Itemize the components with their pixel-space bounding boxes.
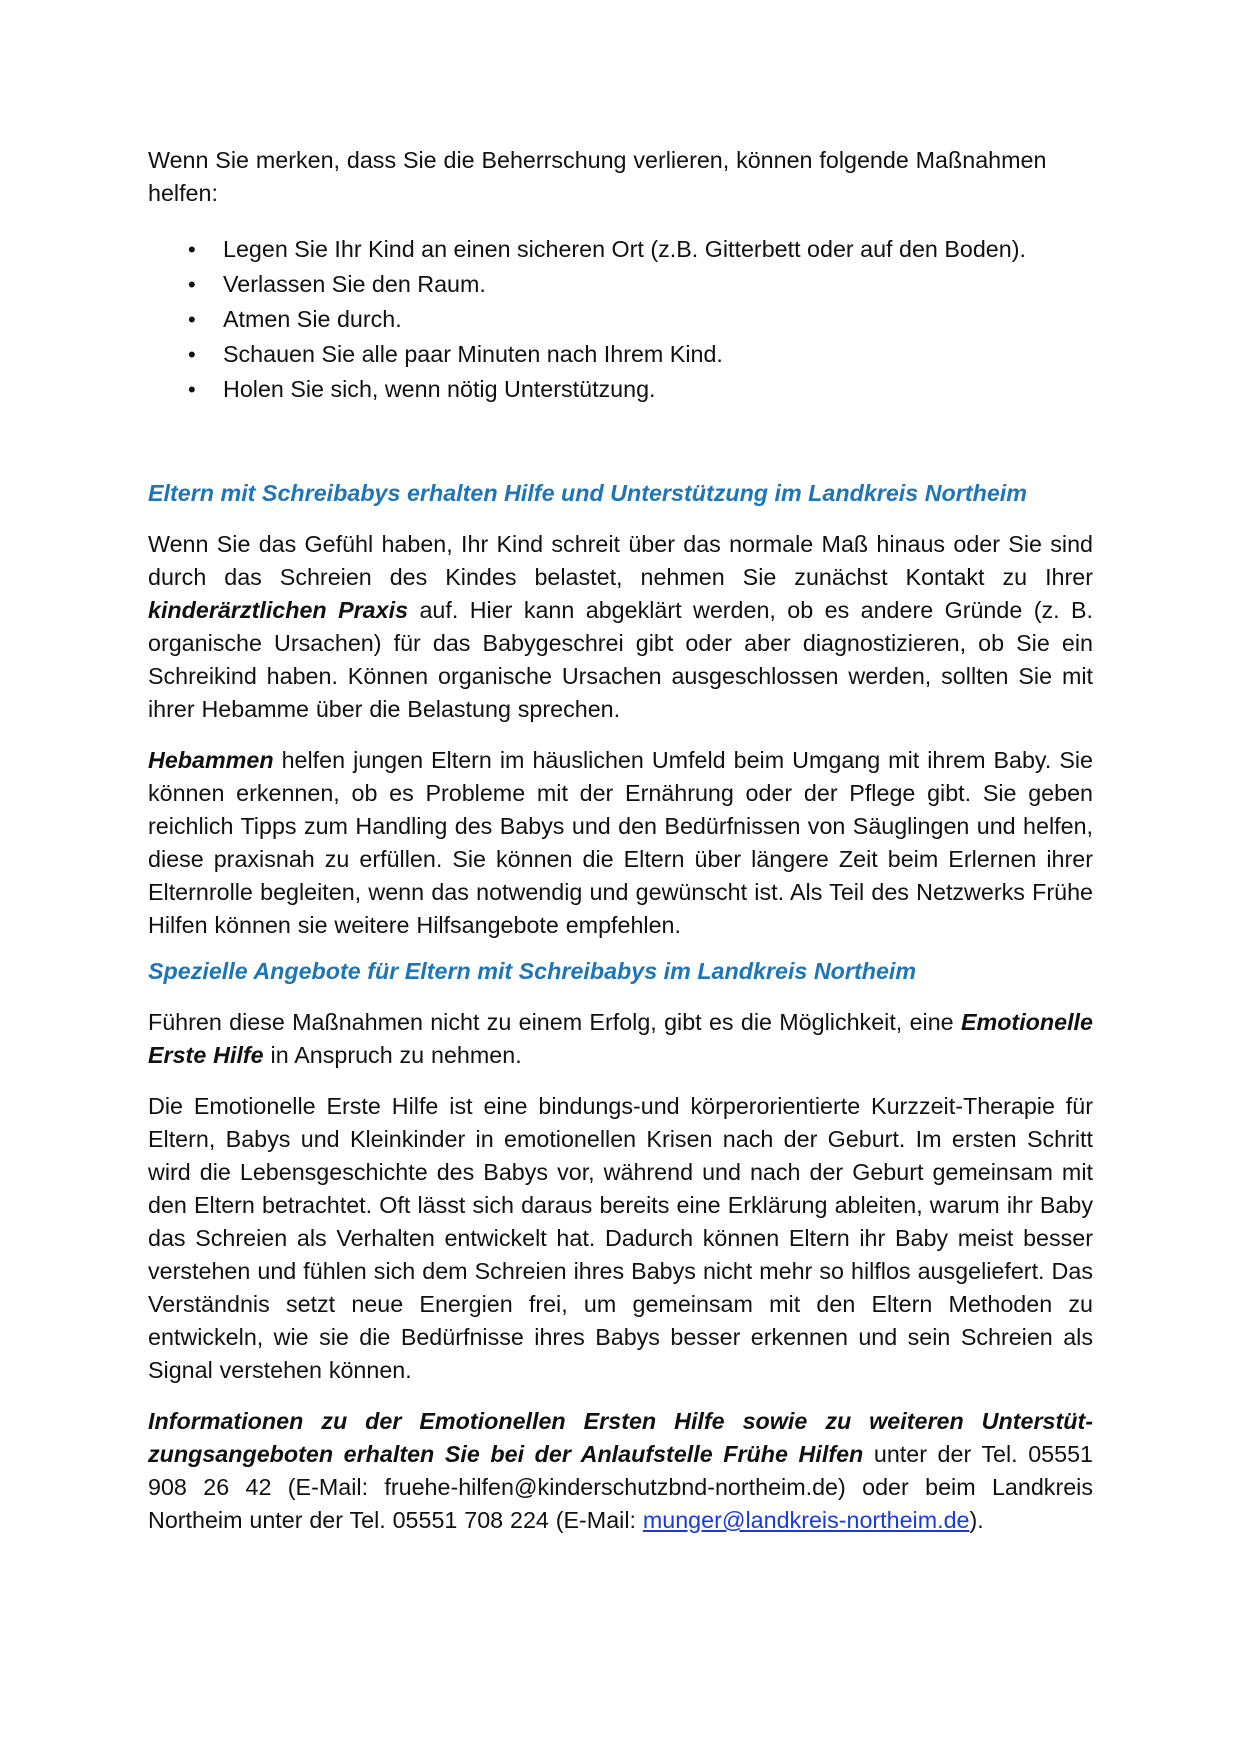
emphasis-info-contact: Informationen zu der Emotionellen Ersten Hilfe sowie zu weiteren Unterstützungsangeboten erhalten Sie bei der Anlaufstelle Frühe Hilfen — [148, 1408, 1093, 1467]
list-item — [148, 337, 1093, 372]
bullet-icon: • — [188, 237, 196, 262]
paragraph-text: Führen diese Maßnahmen nicht zu einem Erfolg, gibt es die Möglichkeit, eine — [148, 1009, 961, 1035]
emphasis-midwives: Hebammen — [148, 747, 274, 773]
measures-list — [148, 232, 1093, 407]
emphasis-pediatric-practice: kinderärztlichen Praxis — [148, 597, 409, 623]
section-heading-help: Eltern mit Schreibabys erhalten Hilfe und Unterstützung im Landkreis Northeim — [148, 480, 1027, 506]
list-item — [148, 302, 1093, 337]
list-item-text: Atmen Sie durch. — [223, 306, 402, 332]
paragraph-text: auf. Hier kann abgeklärt werden, ob es andere Gründe (z. B. organische Ursachen) für das Babygeschrei gibt oder aber diagnostizieren, ob Sie ein Schreikind haben. Können organische Ursachen ausgeschlossen werden, sollten Sie mit ihrer Hebamme über die Belastung sprechen. — [148, 597, 1093, 722]
intro-paragraph: Wenn Sie merken, dass Sie die Beherrschung verlieren, können folgende Maßnahmen helfen: — [148, 147, 1047, 206]
paragraph-emotional-first-aid — [148, 1006, 1093, 1072]
emphasis-emotional-first-aid: Emotionelle Erste Hilfe — [148, 1009, 1093, 1068]
paragraph-contact-info — [148, 1405, 1093, 1537]
paragraph-midwives — [148, 744, 1093, 942]
section-heading-offers: Spezielle Angebote für Eltern mit Schreibabys im Landkreis Northeim — [148, 958, 917, 984]
paragraph-text: unter der Tel. 05551 908 26 42 (E-Mail: fruehe-hilfen@kinderschutzbnd-northeim.de) oder beim Landkreis Northeim unter der Tel. 05551 708 224 (E-Mail: — [148, 1441, 1093, 1533]
paragraph-text: ). — [969, 1507, 984, 1533]
bullet-icon: • — [188, 272, 196, 297]
page-content — [148, 144, 1093, 1537]
paragraph-text: Wenn Sie das Gefühl haben, Ihr Kind schreit über das normale Maß hinaus oder Sie sind durch das Schreien des Kindes belastet, nehmen Sie zunächst Kontakt zu Ihrer — [148, 531, 1093, 590]
list-item — [148, 232, 1093, 267]
paragraph-pediatric — [148, 528, 1093, 726]
bullet-icon: • — [188, 342, 196, 367]
list-item-text: Verlassen Sie den Raum. — [223, 271, 486, 297]
paragraph-text: in Anspruch zu nehmen. — [263, 1042, 522, 1068]
paragraph-text: helfen jungen Eltern im häuslichen Umfeld beim Umgang mit ihrem Baby. Sie können erkennen, ob es Probleme mit der Ernährung oder der Pflege gibt. Sie geben reichlich Tipps zum Handling des Babys und den Bedürfnissen von Säuglingen und helfen, diese praxisnah zu erfüllen. Sie können die Eltern über längere Zeit beim Erlernen ihrer Elternrolle begleiten, wenn das notwendig und gewünscht ist. Als Teil des Netzwerks Frühe Hilfen können sie weitere Hilfsangebote empfehlen. — [148, 747, 1093, 938]
list-item-text: Legen Sie Ihr Kind an einen sicheren Ort (z.B. Gitterbett oder auf den Boden). — [223, 236, 1026, 262]
list-item — [148, 372, 1093, 407]
email-link[interactable]: munger@landkreis-northeim.de — [642, 1507, 970, 1533]
paragraph-therapy-description: Die Emotionelle Erste Hilfe ist eine bindungs-und körperorientierte Kurzzeit-Therapie für Eltern, Babys und Kleinkinder in emotionellen Krisen nach der Geburt. Im ersten Schritt wird die Lebensgeschichte des Babys vor, während und nach der Geburt gemeinsam mit den Eltern betrachtet. Oft lässt sich daraus bereits eine Erklärung ableiten, warum ihr Baby das Schreien als Verhalten entwickelt hat. Dadurch können Eltern ihr Baby meist besser verstehen und fühlen sich dem Schreien ihres Babys nicht mehr so hilflos ausgeliefert. Das Verständnis setzt neue Energien frei, um gemeinsam mit den Eltern Methoden zu entwickeln, wie sie die Bedürfnisse ihres Babys besser erkennen und sein Schreien als Signal verstehen können. — [148, 1093, 1093, 1383]
list-item-text: Schauen Sie alle paar Minuten nach Ihrem Kind. — [223, 341, 723, 367]
list-item-text: Holen Sie sich, wenn nötig Unterstützung. — [223, 376, 656, 402]
list-item — [148, 267, 1093, 302]
bullet-icon: • — [188, 307, 196, 332]
bullet-icon: • — [188, 377, 196, 402]
